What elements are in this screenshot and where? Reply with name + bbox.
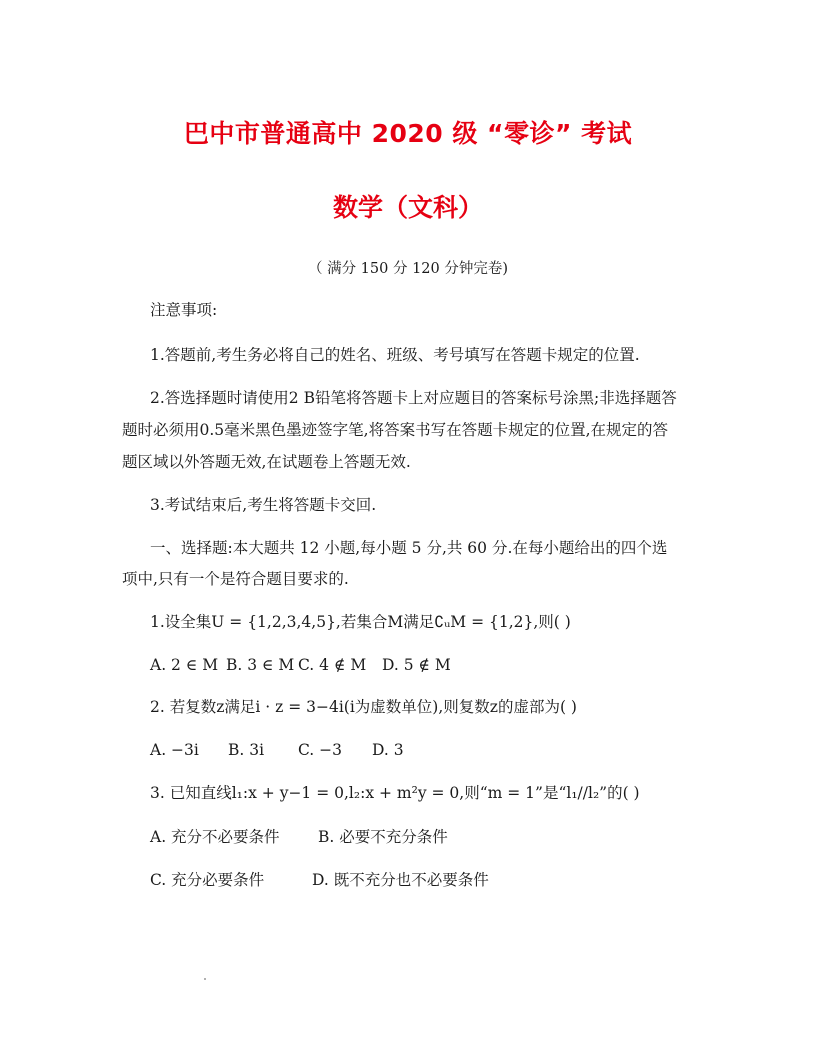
question-1-option-c: C. 4 ∉ M [298,656,367,674]
question-2-option-d: D. 3 [372,741,404,759]
question-1-option-d: D. 5 ∉ M [382,656,451,674]
notes-heading: 注意事项: [150,301,218,319]
question-2-option-b: B. 3i [228,741,265,759]
exam-title: 巴中市普通高中 2020 级 “零诊” 考试 [183,119,633,148]
note-item-2-line-3: 题区域以外答题无效,在试题卷上答题无效. [122,453,411,471]
question-2-option-a: A. −3i [150,741,199,759]
question-1-stem: 1.设全集U = {1,2,3,4,5},若集合M满足∁ᵤM = {1,2},则( ) [150,613,571,631]
question-3-option-d: D. 既不充分也不必要条件 [312,871,489,889]
note-item-1: 1.答题前,考生务必将自己的姓名、班级、考号填写在答题卡规定的位置. [150,346,640,364]
note-item-2-line-2: 题时必须用0.5毫米黑色墨迹签字笔,将答案书写在答题卡规定的位置,在规定的答 [122,421,669,439]
question-1-option-b: B. 3 ∈ M [226,656,295,674]
note-item-3: 3.考试结束后,考生将答题卡交回. [150,496,377,514]
question-2-stem: 2. 若复数z满足i · z = 3−4i(i为虚数单位),则复数z的虚部为( ) [150,698,577,716]
question-3-stem: 3. 已知直线l₁:x + y−1 = 0,l₂:x + m²y = 0,则“m = 1”是“l₁//l₂”的( ) [150,784,640,802]
section-1-line-2: 项中,只有一个是符合题目要求的. [122,570,349,588]
stray-dot [204,978,206,980]
question-1-option-a: A. 2 ∈ M [150,656,219,674]
question-3-option-b: B. 必要不充分条件 [318,828,448,846]
section-1-line-1: 一、选择题:本大题共 12 小题,每小题 5 分,共 60 分.在每小题给出的四个选 [150,539,668,557]
question-3-option-c: C. 充分必要条件 [150,871,265,889]
note-item-2-line-1: 2.答选择题时请使用2 B铅笔将答题卡上对应题目的答案标号涂黑;非选择题答 [150,389,677,407]
question-3-option-a: A. 充分不必要条件 [150,828,280,846]
question-2-option-c: C. −3 [298,741,343,759]
subject-title: 数学（文科） [332,193,483,222]
exam-info: （ 满分 150 分 120 分钟完卷) [307,261,509,277]
